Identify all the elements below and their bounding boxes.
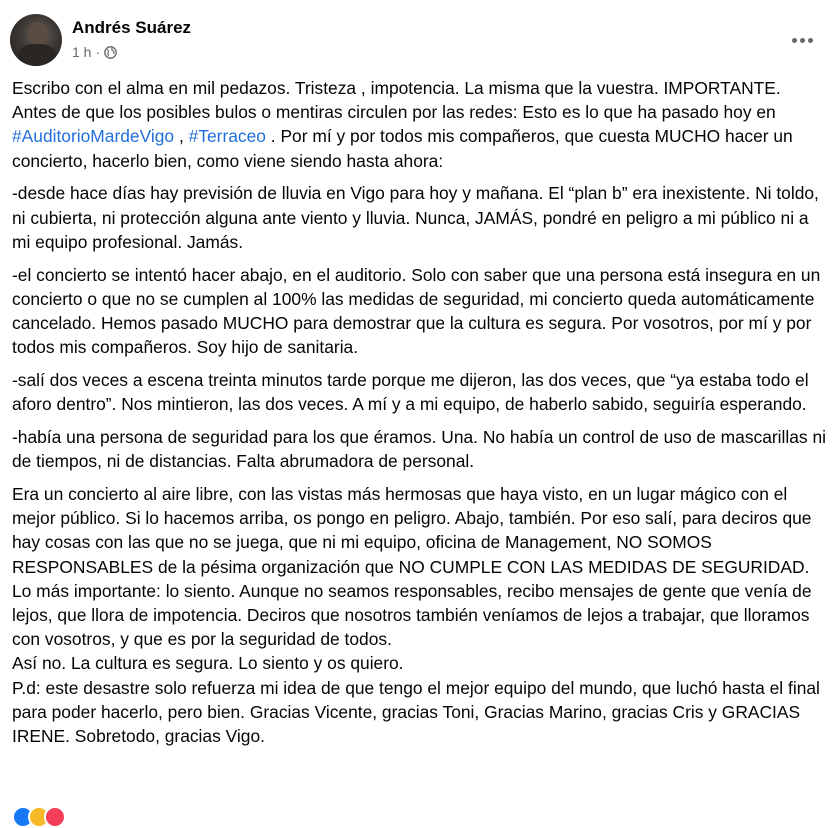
globe-icon[interactable] [104, 46, 117, 59]
post-time[interactable]: 1 h [72, 44, 92, 60]
hashtag-link[interactable]: #Terraceo [188, 126, 266, 147]
post-paragraph-1: Escribo con el alma en mil pedazos. Tristeza , impotencia. La misma que la vuestra. IMPORTANTE. Antes de que los posibles bulos o mentiras circulen por las redes: Esto es lo que ha pasado hoy en #AuditorioMardeVigo , #Terraceo . Por mí y por todos mis compañeros, que cuesta MUCHO hacer un concierto, hacerlo bien, como viene siendo hasta ahora: [12, 78, 793, 171]
post-paragraph-9: P.d: este desastre solo refuerza mi idea de que tengo el mejor equipo del mundo, que luchó hasta el final para poder hacerlo, pero bien. Gracias Vicente, gracias Toni, Gracias Marino, gracias Cris y GRACIAS IRENE. Sobretodo, gracias Vigo. [12, 677, 820, 747]
post-paragraph-8: Así no. La cultura es segura. Lo siento y os quiero. [12, 653, 404, 674]
avatar-head [28, 22, 48, 44]
reactions-summary[interactable] [12, 806, 60, 828]
meta-separator: · [95, 44, 101, 60]
post-header [10, 14, 830, 66]
hashtag-link[interactable]: #AuditorioMardeVigo [12, 126, 175, 147]
author-avatar[interactable] [10, 14, 62, 66]
author-name[interactable]: Andrés Suárez [72, 18, 192, 37]
post-body [12, 76, 828, 748]
love-icon [44, 806, 66, 828]
avatar-body [18, 44, 56, 66]
more-options-icon[interactable] [788, 26, 816, 54]
post-paragraph-6: Era un concierto al aire libre, con las vistas más hermosas que haya visto, en un lugar mágico con el mejor público. Si lo hacemos arriba, os pongo en peligro. Abajo, también. Por eso salí, para deciros que hay cosas con las que no se juega, que ni mi equipo, oficina de Management, NO SOMOS RESPONSABLES de la pésima organización que NO CUMPLE CON LAS MEDIDAS DE SEGURIDAD. [12, 484, 812, 577]
post-paragraph-5: -había una persona de seguridad para los que éramos. Una. No había un control de uso de mascarillas ni de tiempos, ni de distancias. Falta abrumadora de personal. [12, 427, 826, 472]
post-paragraph-4: -salí dos veces a escena treinta minutos tarde porque me dijeron, las dos veces, que “ya estaba todo el aforo dentro”. Nos mintieron, las dos veces. A mí y a mi equipo, de haberlo sabido, seguiría esperando. [12, 370, 809, 415]
post-paragraph-2: -desde hace días hay previsión de lluvia en Vigo para hoy y mañana. El “plan b” era inexistente. Ni toldo, ni cubierta, ni protección alguna ante viento y lluvia. Nunca, JAMÁS, pondré en peligro a mi público ni a mi equipo profesional. Jamás. [12, 183, 819, 252]
post-paragraph-7: Lo más importante: lo siento. Aunque no seamos responsables, recibo mensajes de gente que venía de lejos, que llora de impotencia. Deciros que nosotros también veníamos de lejos a trabajar, que lloramos con vosotros, y que es por la seguridad de todos. [12, 580, 812, 650]
post-paragraph-3: -el concierto se intentó hacer abajo, en el auditorio. Solo con saber que una persona está insegura en un concierto o que no se cumplen al 100% las medidas de seguridad, mi concierto queda automáticamente cancelado. Hemos pasado MUCHO para demostrar que la cultura es segura. Por vosotros, por mí y por todos mis compañeros. Soy hijo de sanitaria. [12, 264, 821, 358]
post-meta [72, 44, 117, 60]
